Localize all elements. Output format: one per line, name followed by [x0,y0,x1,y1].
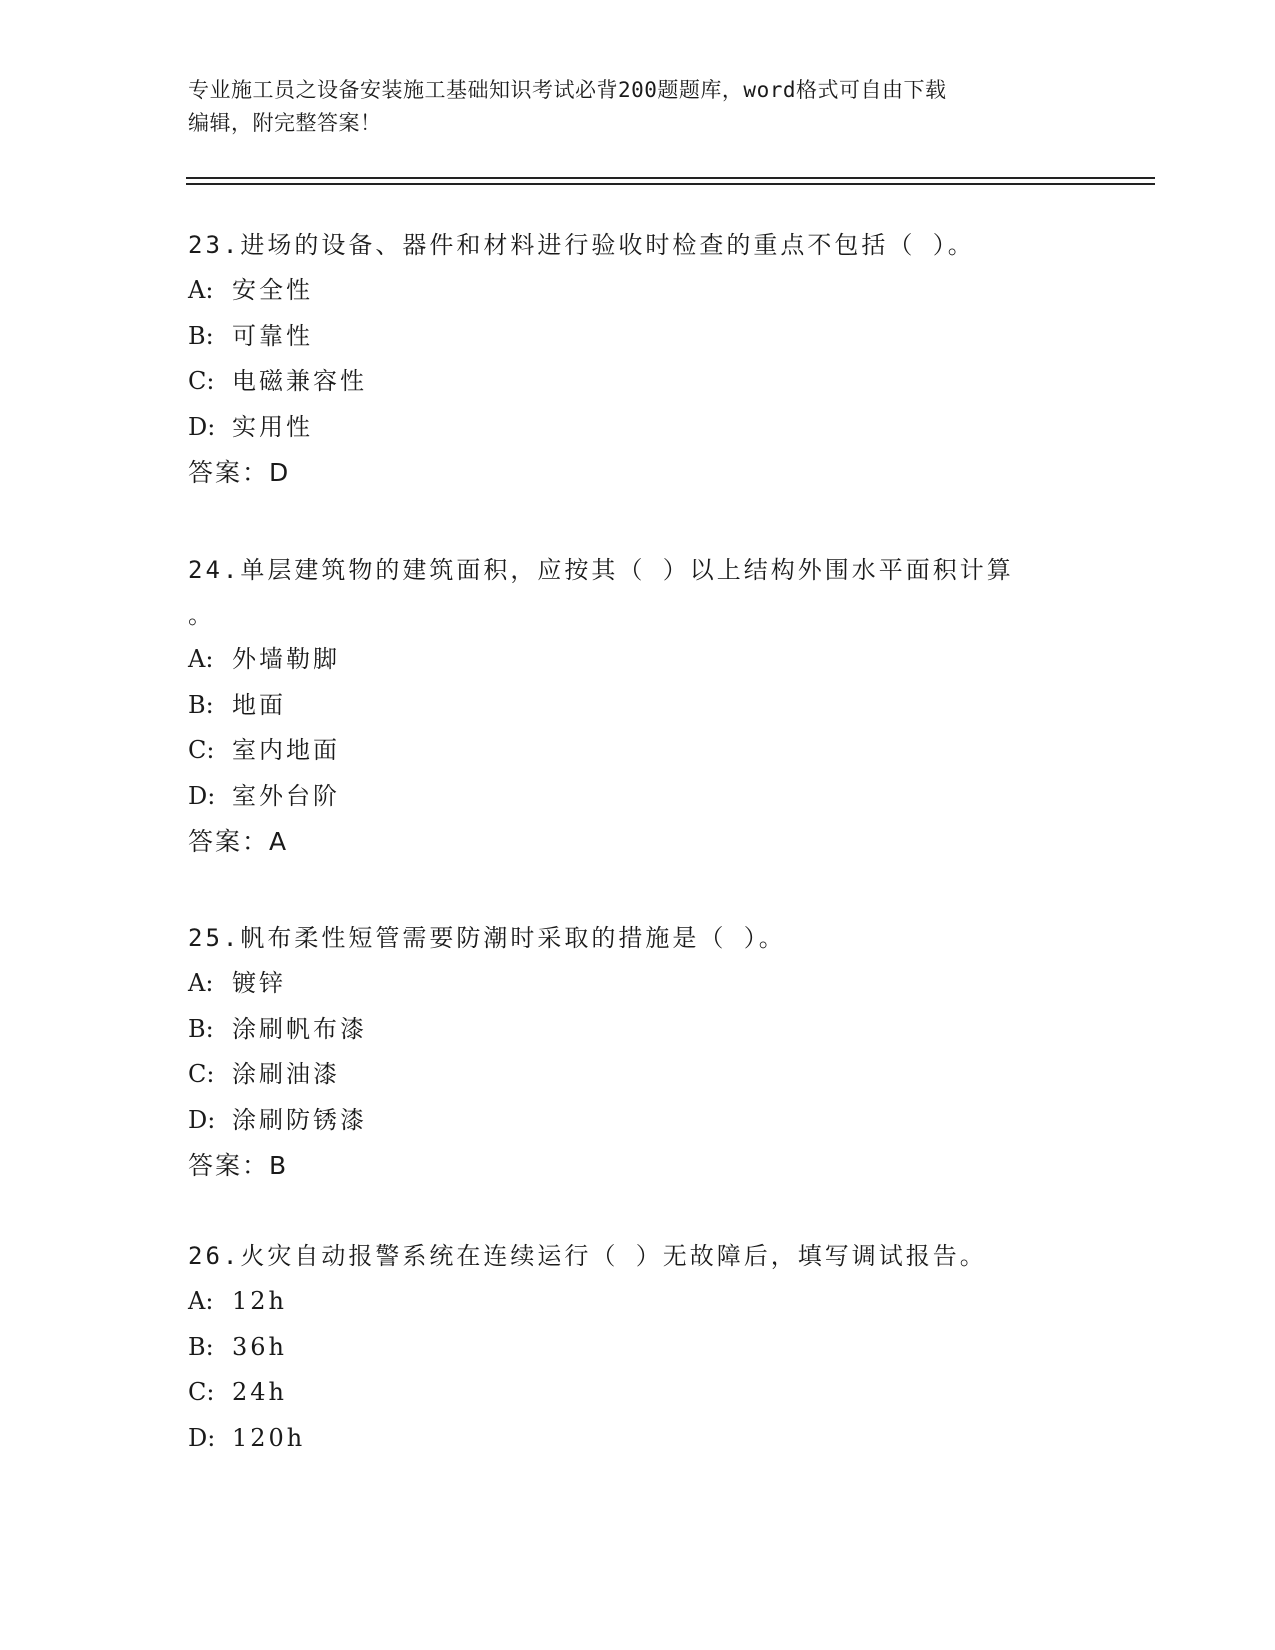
option-b [188,683,1088,729]
option-text: 室内地面 [232,736,340,764]
option-text: 实用性 [232,412,313,441]
option-text: 36h [232,1332,287,1361]
answer: 答案：A [188,827,289,856]
option-label: C: [188,1378,215,1406]
option-label: A: [188,969,214,997]
header-divider-top [186,177,1155,179]
answer: 答案：D [188,458,291,487]
question-text-continued: 。 [188,601,215,629]
option-text: 安全性 [232,276,313,304]
question-24 [188,547,1088,864]
question-23 [188,222,1088,495]
option-d [188,774,1088,820]
header-line-1: 专业施工员之设备安装施工基础知识考试必背200题题库，word格式可自由下载 [188,78,947,102]
option-text: 外墙勒脚 [232,645,340,673]
option-b [188,1007,1088,1053]
question-25 [188,915,1088,1188]
option-c [188,728,1088,774]
option-label: A: [188,1287,214,1315]
option-b [188,1325,1088,1371]
option-text: 室外台阶 [232,781,340,810]
option-text: 镀锌 [232,969,286,997]
question-text: 24.单层建筑物的建筑面积，应按其（ ）以上结构外围水平面积计算 [188,556,1014,584]
document-header [188,74,1088,140]
option-c [188,1052,1088,1098]
option-text: 可靠性 [232,321,313,350]
option-text: 12h [232,1287,287,1315]
option-label: B: [188,1014,214,1043]
question-26 [188,1233,1088,1461]
option-label: D: [188,1423,216,1452]
option-label: C: [188,736,215,764]
option-label: D: [188,781,216,810]
option-label: A: [188,645,214,673]
option-d [188,1416,1088,1462]
option-label: D: [188,412,216,441]
option-text: 24h [232,1378,287,1406]
option-text: 涂刷帆布漆 [232,1014,367,1043]
option-d [188,1098,1088,1144]
header-divider-bottom [186,183,1155,185]
option-text: 涂刷油漆 [232,1060,340,1088]
option-label: C: [188,367,215,395]
question-text: 23.进场的设备、器件和材料进行验收时检查的重点不包括（ ）。 [188,231,975,259]
option-label: B: [188,690,214,719]
option-text: 地面 [232,690,286,719]
option-label: B: [188,1332,214,1361]
option-b [188,314,1088,360]
option-a [188,1279,1088,1325]
answer: 答案：B [188,1151,289,1180]
option-a [188,637,1088,683]
question-text: 26.火灾自动报警系统在连续运行（ ）无故障后，填写调试报告。 [188,1242,987,1270]
option-text: 120h [232,1423,306,1452]
option-text: 涂刷防锈漆 [232,1105,367,1134]
option-a [188,961,1088,1007]
option-c [188,1370,1088,1416]
option-label: C: [188,1060,215,1088]
option-label: D: [188,1105,216,1134]
option-c [188,359,1088,405]
option-text: 电磁兼容性 [232,367,367,395]
option-label: B: [188,321,214,350]
question-text: 25.帆布柔性短管需要防潮时采取的措施是（ ）。 [188,924,786,952]
header-line-2: 编辑，附完整答案！ [188,111,382,135]
option-label: A: [188,276,214,304]
option-a [188,268,1088,314]
option-d [188,405,1088,451]
